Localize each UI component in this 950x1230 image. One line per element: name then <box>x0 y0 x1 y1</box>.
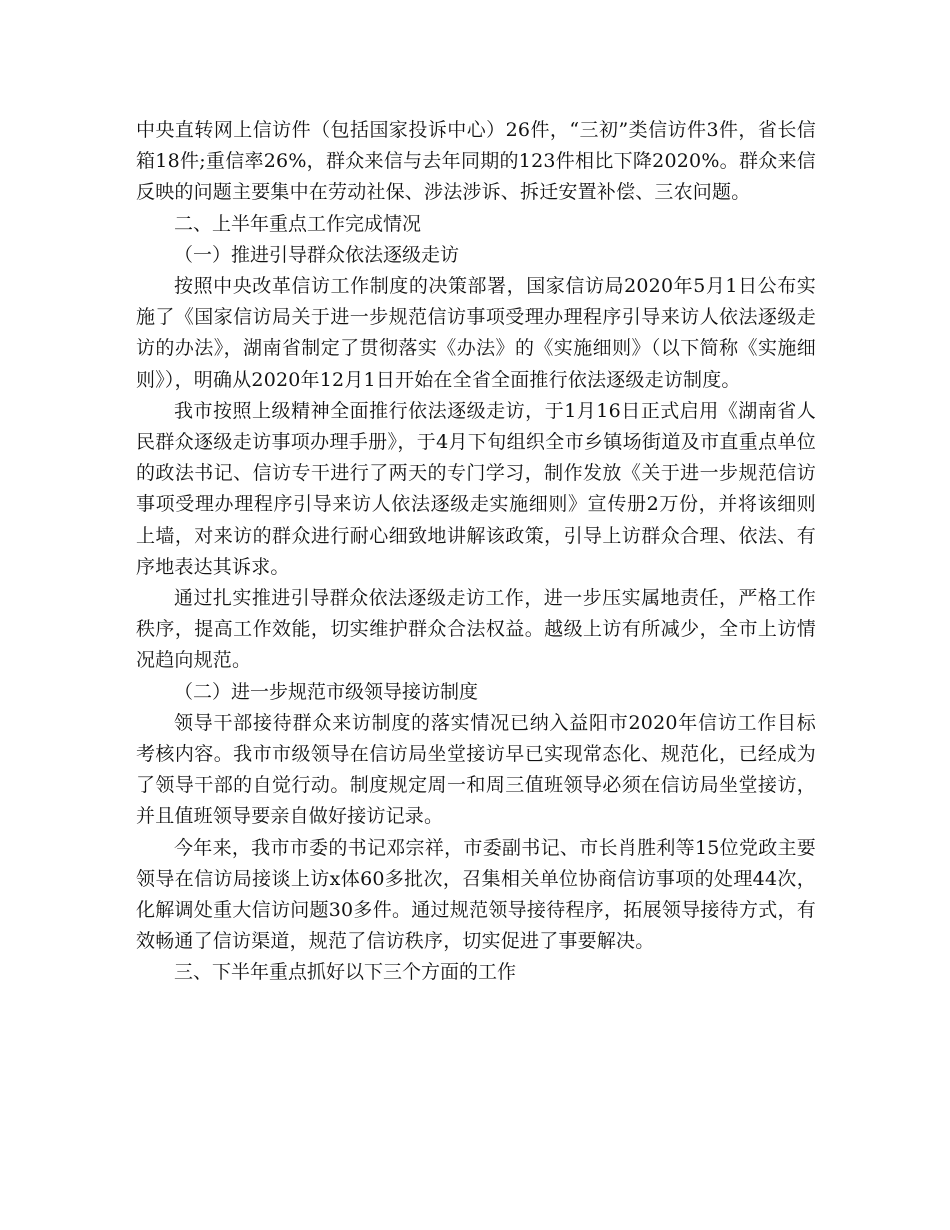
document-body <box>136 115 816 989</box>
paragraph-leader-system: 领导干部接待群众来访制度的落实情况已纳入益阳市2020年信访工作目标考核内容。我市市级领导在信访局坐堂接访早已实现常态化、规范化，已经成为了领导干部的自觉行动。制度规定周一和周三值班领导必须在信访局坐堂接访，并且值班领导要亲自做好接访记录。 <box>136 711 816 828</box>
paragraph-results: 通过扎实推进引导群众依法逐级走访工作，进一步压实属地责任，严格工作秩序，提高工作效能，切实维护群众合法权益。越级上访有所减少，全市上访情况趋向规范。 <box>136 587 816 672</box>
section-heading-second-half-work: 三、下半年重点抓好以下三个方面的工作 <box>174 961 517 984</box>
paragraph-national-policy: 按照中央改革信访工作制度的决策部署，国家信访局2020年5月1日公布实施了《国家信访局关于进一步规范信访事项受理办理程序引导来访人依法逐级走访的办法》，湖南省制定了贯彻落实《办法》的《实施细则》（以下简称《实施细则》），明确从2020年12月1日开始在全省全面推行依法逐级走访制度。 <box>136 275 816 391</box>
paragraph-complaint-statistics: 中央直转网上信访件（包括国家投诉中心）26件，“三初”类信访件3件，省长信箱18件;重信率26%，群众来信与去年同期的123件相比下降2020%。群众来信反映的问题主要集中在劳动社保、涉法涉诉、拆迁安置补偿、三农问题。 <box>136 119 816 204</box>
subheading-step-by-step-visits: （一）推进引导群众依法逐级走访 <box>174 243 460 266</box>
paragraph-city-implementation: 我市按照上级精神全面推行依法逐级走访，于1月16日正式启用《湖南省人民群众逐级走访事项办理手册》，于4月下旬组织全市乡镇场街道及市直重点单位的政法书记、信访专干进行了两天的专门学习，制作发放《关于进一步规范信访事项受理办理程序引导来访人依法逐级走实施细则》宣传册2万份，并将该细则上墙，对来访的群众进行耐心细致地讲解该政策，引导上访群众合理、依法、有序地表达其诉求。 <box>136 399 816 578</box>
section-heading-first-half-work: 二、上半年重点工作完成情况 <box>174 212 422 235</box>
paragraph-leader-results: 今年来，我市市委的书记邓宗祥，市委副书记、市长肖胜利等15位党政主要领导在信访局接谈上访x体60多批次，召集相关单位协商信访事项的处理44次，化解调处重大信访问题30多件。通过规范领导接待程序，拓展领导接待方式，有效畅通了信访渠道，规范了信访秩序，切实促进了事要解决。 <box>136 836 816 953</box>
subheading-leader-reception: （二）进一步规范市级领导接访制度 <box>174 680 479 703</box>
